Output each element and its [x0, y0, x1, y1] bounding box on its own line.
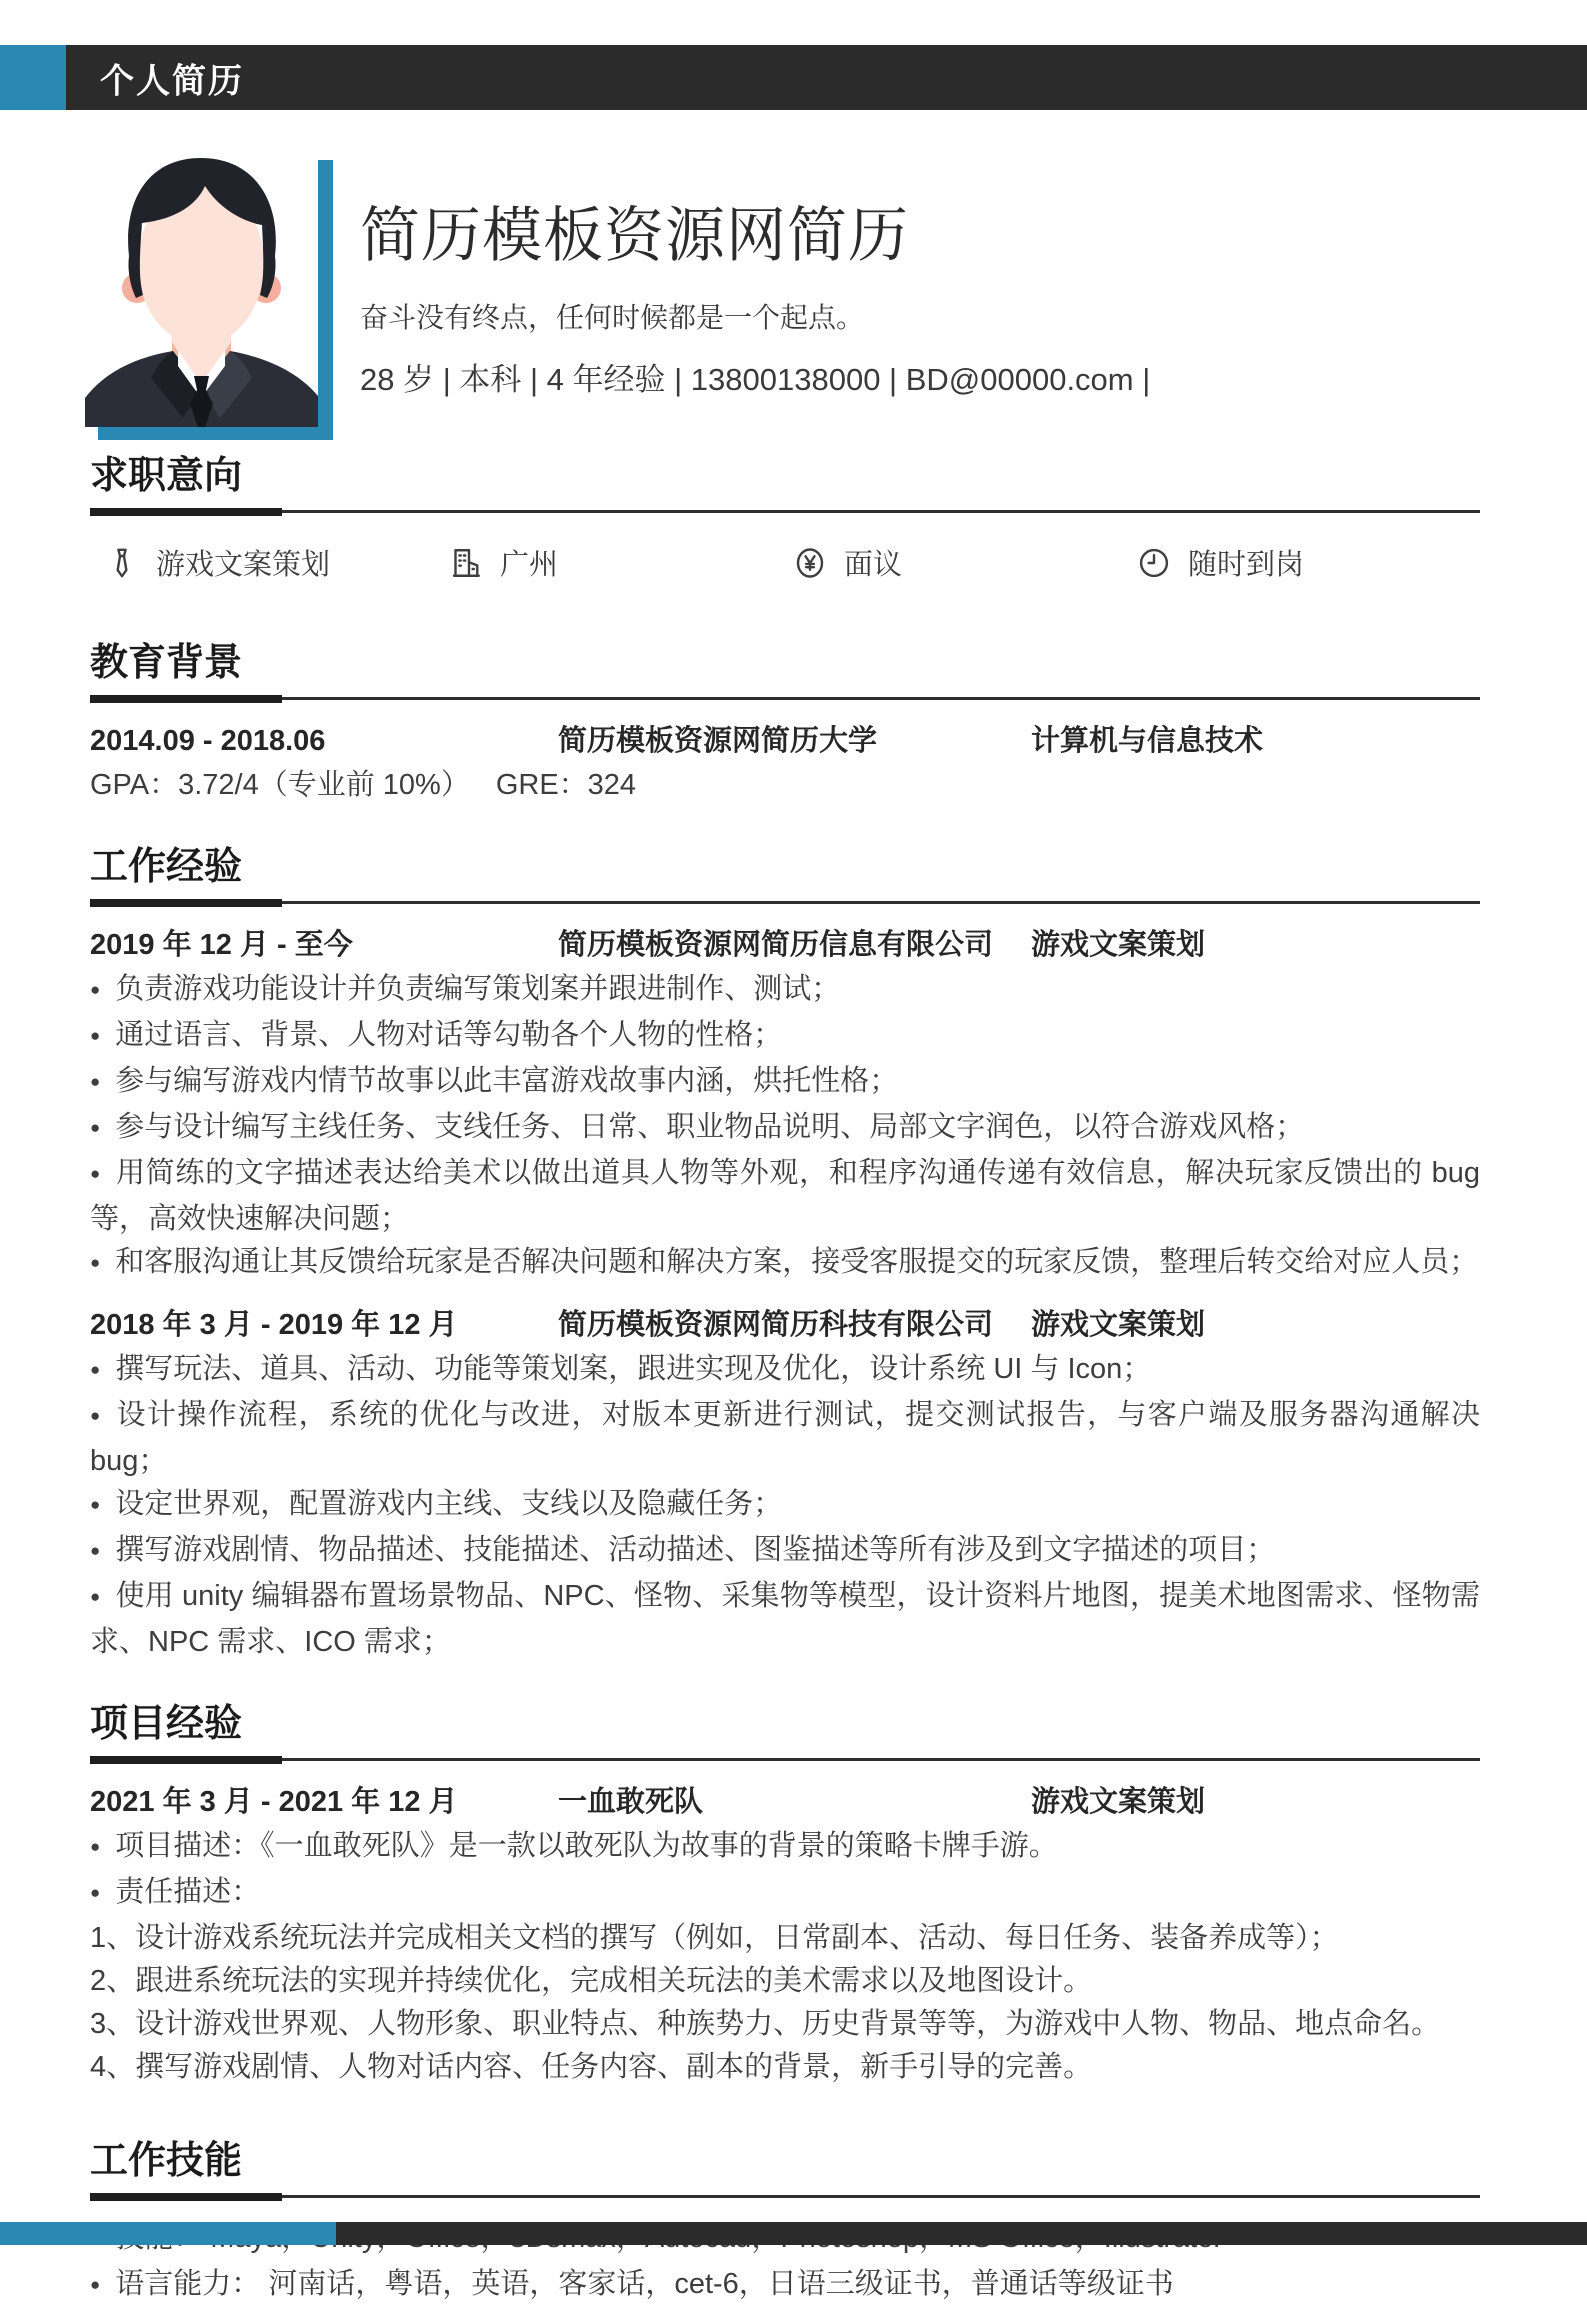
job-bullet: ● 参与设计编写主线任务、支线任务、日常、职业物品说明、局部文字润色，以符合游戏风格； [90, 1106, 1480, 1152]
job-bullet: ● 用简练的文字描述表达给美术以做出道具人物等外观，和程序沟通传递有效信息，解决玩家反馈出的 bug 等，高效快速解决问题； [90, 1152, 1480, 1241]
building-icon [448, 545, 484, 581]
bottom-bar [0, 2222, 1587, 2245]
project-duty-line: 3、设计游戏世界观、人物形象、职业特点、种族势力、历史背景等等，为游戏中人物、物品、地点命名。 [90, 2008, 1441, 2040]
section-divider [90, 1756, 1480, 1764]
section-divider [90, 508, 1480, 516]
job-bullet: ● 使用 unity 编辑器布置场景物品、NPC、怪物、采集物等模型，设计资料片地图，提美术地图需求、怪物需求、NPC 需求、ICO 需求； [90, 1575, 1480, 1664]
job-bullet: ● 和客服沟通让其反馈给玩家是否解决问题和解决方案，接受客服提交的玩家反馈，整理后转交给对应人员； [90, 1241, 1480, 1287]
job-bullet: ● 设定世界观，配置游戏内主线、支线以及隐藏任务； [90, 1483, 1480, 1529]
skill-bullet: ● 语言能力： 河南话，粤语，英语，客家话，cet-6，日语三级证书，普通话等级证书 [90, 2263, 1480, 2309]
project-duty-line: 2、跟进系统玩法的实现并持续优化，完成相关玩法的美术需求以及地图设计。 [90, 1965, 1093, 1997]
section-project-experience [90, 1700, 1480, 2089]
education-school: 简历模板资源网简历大学 [558, 725, 878, 757]
intent-item-availability [1136, 542, 1480, 583]
project-bullet: ● 项目描述：《一血敢死队》是一款以敢死队为故事的背景的策略卡牌手游。 [90, 1825, 1480, 1871]
job-intent-row [90, 542, 1480, 583]
top-title-bar [0, 45, 1587, 110]
section-education [90, 639, 1480, 807]
education-row [90, 719, 1480, 764]
job-period: 2018 年 3 月 - 2019 年 12 月 [90, 1309, 458, 1341]
job-company: 简历模板资源网简历科技有限公司 [558, 1309, 994, 1341]
tie-icon [104, 545, 140, 581]
intent-item-position [104, 542, 448, 583]
project-period: 2021 年 3 月 - 2021 年 12 月 [90, 1786, 458, 1818]
top-bar-accent-block [0, 45, 66, 110]
section-divider [90, 2193, 1480, 2201]
project-duty-line: 4、撰写游戏剧情、人物对话内容、任务内容、副本的背景，新手引导的完善。 [90, 2051, 1093, 2083]
project-name: 一血敢死队 [558, 1786, 704, 1818]
project-duty-line: 1、设计游戏系统玩法并完成相关文档的撰写（例如，日常副本、活动、每日任务、装备养成等）； [90, 1922, 1339, 1954]
resume-content [90, 452, 1480, 2309]
bottom-bar-accent-block [0, 2222, 336, 2245]
job-bullet: ● 负责游戏功能设计并负责编写策划案并跟进制作、测试； [90, 968, 1480, 1014]
intent-label: 游戏文案策划 [156, 549, 331, 581]
intent-label: 随时到岗 [1188, 549, 1305, 581]
section-title: 工作技能 [90, 2140, 243, 2182]
section-title: 项目经验 [90, 1703, 243, 1745]
avatar [85, 146, 318, 427]
project-header [90, 1780, 1480, 1825]
job-bullet: ● 撰写玩法、道具、活动、功能等策划案，跟进实现及优化，设计系统 UI 与 Icon； [90, 1348, 1480, 1394]
job-header [90, 1303, 1480, 1348]
section-work-experience [90, 843, 1480, 1664]
person-name: 简历模板资源网简历 [360, 202, 909, 269]
intent-item-salary [792, 542, 1136, 583]
avatar-illustration [85, 146, 318, 427]
person-basic-info: 28 岁 | 本科 | 4 年经验 | 13800138000 | BD@00000.com | [360, 362, 1151, 397]
job-period: 2019 年 12 月 - 至今 [90, 929, 353, 961]
education-major: 计算机与信息技术 [1031, 725, 1264, 757]
project-bullet: ● 责任描述： [90, 1871, 1480, 1917]
identity-block [360, 200, 1500, 399]
section-title: 求职意向 [90, 455, 243, 497]
job-role: 游戏文案策划 [1031, 929, 1206, 961]
job-bullet: ● 通过语言、背景、人物对话等勾勒各个人物的性格； [90, 1014, 1480, 1060]
profile-photo-block [85, 146, 335, 442]
intent-label: 广州 [500, 549, 559, 581]
education-detail [90, 764, 1480, 807]
page-title: 个人简历 [100, 62, 244, 100]
job-bullet: ● 设计操作流程，系统的优化与改进，对版本更新进行测试，提交测试报告，与客户端及服务器沟通解决 bug； [90, 1394, 1480, 1483]
job-bullet: ● 参与编写游戏内情节故事以此丰富游戏故事内涵，烘托性格； [90, 1060, 1480, 1106]
education-period: 2014.09 - 2018.06 [90, 725, 326, 757]
intent-item-city [448, 542, 792, 583]
clock-icon [1136, 545, 1172, 581]
salary-icon [792, 545, 828, 581]
project-role: 游戏文案策划 [1031, 1786, 1206, 1818]
job-header [90, 923, 1480, 968]
gpa-value: GPA：3.72/4（专业前 10%） [90, 769, 470, 801]
job-bullet: ● 撰写游戏剧情、物品描述、技能描述、活动描述、图鉴描述等所有涉及到文字描述的项目； [90, 1529, 1480, 1575]
job-company: 简历模板资源网简历信息有限公司 [558, 929, 994, 961]
section-title: 教育背景 [90, 642, 243, 684]
section-title: 工作经验 [90, 846, 243, 888]
section-divider [90, 695, 1480, 703]
person-tagline: 奋斗没有终点，任何时候都是一个起点。 [360, 302, 865, 333]
intent-label: 面议 [844, 549, 903, 581]
section-job-intent [90, 452, 1480, 583]
gre-value: GRE：324 [495, 769, 637, 801]
job-role: 游戏文案策划 [1031, 1309, 1206, 1341]
section-divider [90, 899, 1480, 907]
